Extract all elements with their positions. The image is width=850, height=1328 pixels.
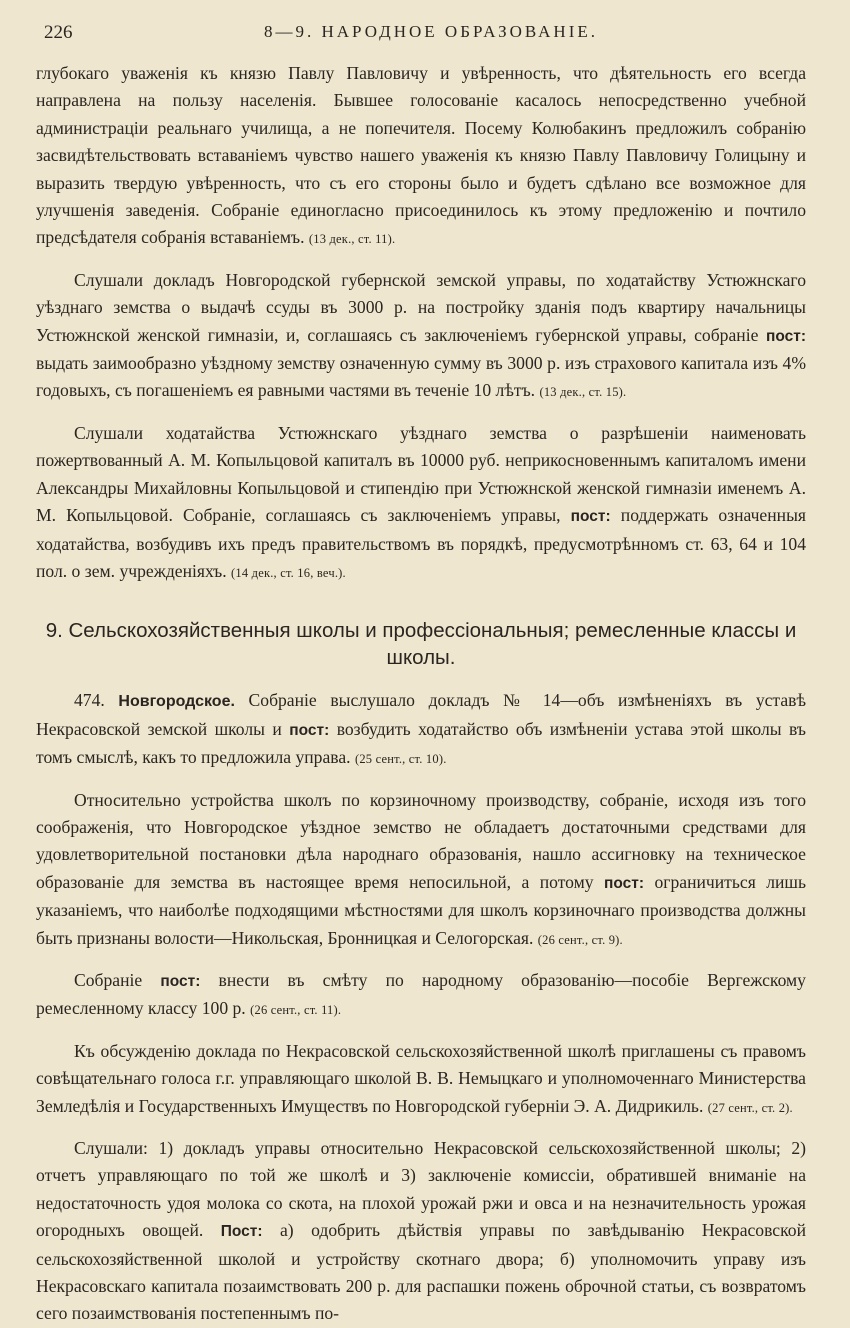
citation: (26 сент., ст. 11). — [250, 1003, 342, 1018]
paragraph-text: выдать заимообразно уѣздному земству означенную сумму въ 3000 р. изъ страхового капитала изъ 4% годовыхъ, съ погашеніемъ ея равными частями въ теченіе 10 лѣтъ. — [36, 353, 806, 401]
citation: (25 сент., ст. 10). — [354, 752, 447, 767]
section-title: 9. Сельскохозяйственныя школы и профессіональныя; ремесленные классы и школы. — [45, 619, 797, 670]
paragraph-7 — [36, 1038, 806, 1122]
citation: (14 дек., ст. 16, веч.). — [231, 565, 346, 580]
paragraph-6 — [36, 967, 806, 1025]
resolution-marker: пост: — [604, 874, 644, 892]
paragraph-text: внести въ смѣту по народному образованію—пособіе Вергежскому ремесленному классу 100 р. — [36, 969, 806, 1019]
paragraph-text: возбудить ходатайство объ измѣненіи устава этой школы въ томъ смыслѣ, какъ то предложила управа. — [36, 718, 806, 768]
resolution-marker: пост: — [289, 721, 330, 739]
paragraph-text: ограничиться лишь указаніемъ, что наиболѣе подходящими мѣстностями для школъ корзиночнаго производства должны быть признаны волости—Никольская, Бронницкая и Селогорская. — [36, 871, 806, 948]
paragraph-text: Къ обсужденію доклада по Некрасовской сельскохозяйственной школѣ приглашены съ правомъ совѣщательнаго голоса г.г. управляющаго школой В. В. Немыцкаго и уполномоченнаго Министерства Земледѣлія и Государственныхъ Имуществъ по Новгородской губерніи Э. А. Дидрикиль. — [36, 1040, 806, 1116]
entry-number: 474. — [74, 690, 105, 711]
paragraph-2 — [36, 267, 806, 407]
paragraph-text: Собраніе — [74, 969, 143, 990]
running-head: 8—9. НАРОДНОЕ ОБРАЗОВАНІЕ. — [263, 22, 598, 41]
resolution-marker: пост: — [570, 508, 611, 526]
paragraph-text: Слушали: 1) докладъ управы относительно Некрасовской сельскохозяйственной школы; 2) отчетъ управляющаго по той же школѣ и 3) заключеніе комиссіи, обратившей вниманіе на недостаточность удоя молока со скота, на плохой урожай ржи и овса и на незначительность урожая огородныхъ овощей. — [36, 1138, 806, 1241]
resolution-marker: пост: — [160, 972, 201, 990]
resolution-marker: пост: — [766, 327, 806, 345]
citation: (27 сент., ст. 2). — [707, 1100, 793, 1115]
paragraph-text: Собраніе выслушало докладъ № 14—объ измѣненіяхъ въ уставѣ Некрасовской земской школы и — [36, 690, 806, 739]
paragraph-text: Слушали докладъ Новгородской губернской земской управы, по ходатайству Устюжнскаго уѣзднаго земства о выдачѣ ссуды въ 3000 р. на постройку зданія подъ квартиру начальницы Устюжнской женской гимназіи, и, соглашаясь съ заключеніемъ губернской управы, собраніе — [36, 269, 806, 345]
paragraph-8 — [36, 1135, 806, 1328]
paragraph-1 — [36, 60, 806, 254]
paragraph-text: Относительно устройства школъ по корзиночному производству, собраніе, исходя изъ того соображенія, что Новгородское уѣздное земство не обладаетъ достаточными средствами для удовлетворительной постановки дѣла народнаго образованія, нашло ассигновку на техническое образованіе для земства въ настоящее время непосильной, а потому — [36, 789, 806, 892]
paragraph-3 — [36, 420, 806, 587]
place-name: Новгородское. — [118, 693, 235, 711]
paragraph-text: глубокаго уваженія къ князю Павлу Павловичу и увѣренность, что дѣятельность его всегда направлена на пользу населенія. Бывшее голосованіе касалось непосредственно учебной администраціи реальнаго училища, а не попечителя. Посему Колюбакинъ предложилъ собранію засвидѣтельствовать вставаніемъ чувство нашего уваженія къ князю Павлу Павловичу Голицыну и выразить твердую увѣренность, что съ его стороны было и будетъ сдѣлано все возможное для улучшенія заведенія. Собраніе единогласно присоединилось къ этому предложенію и почтило предсѣдателя собранія вставаніемъ. — [36, 63, 806, 248]
citation: (13 дек., ст. 15). — [539, 385, 627, 400]
paragraph-text: Слушали ходатайства Устюжнскаго уѣзднаго земства о разрѣшеніи наименовать пожертвованный А. М. Копыльцовой капиталъ въ 10000 руб. неприкосновеннымъ капиталомъ имени Александры Михайловны Копыльцовой и стипендію при Устюжнской женской гимназіи именемъ А. М. Копыльцовой. Собраніе, соглашаясь съ заключеніемъ управы, — [36, 422, 806, 526]
paragraph-5 — [36, 787, 806, 954]
page-header — [36, 22, 806, 52]
paragraph-text: а) одобрить дѣйствія управы по завѣдыванію Некрасовской сельскохозяйственной школой и устройству скотнаго двора; б) уполномочить управу изъ Некрасовскаго капитала позаимствовать 200 р. для распашки пожень оброчной статьи, съ возвратомъ сего позаимствованія постепеннымъ по- — [36, 1220, 806, 1324]
citation: (13 дек., ст. 11). — [308, 232, 396, 247]
page-number: 226 — [44, 22, 73, 43]
paragraph-text: поддержать означенныя ходатайства, возбудивъ ихъ предъ правительствомъ въ порядкѣ, предусмотрѣнномъ ст. 63, 64 и 104 пол. о зем. учрежденіяхъ. — [36, 505, 806, 581]
paragraph-474 — [36, 687, 806, 773]
resolution-marker: Пост: — [220, 1223, 263, 1241]
citation: (26 сент., ст. 9). — [537, 932, 623, 947]
